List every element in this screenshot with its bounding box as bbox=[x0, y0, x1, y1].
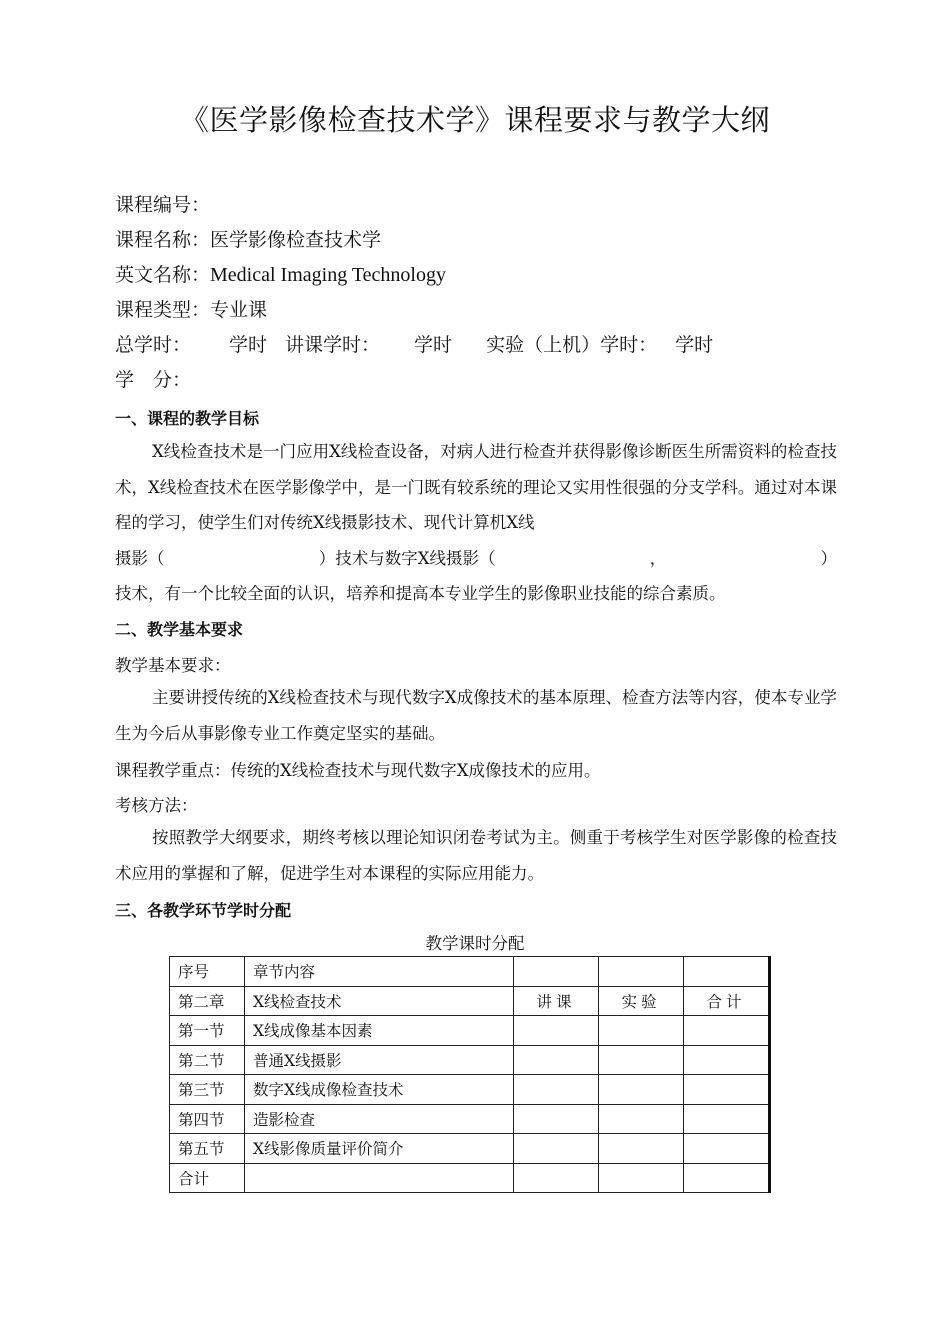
course-type-value: 专业课 bbox=[210, 299, 268, 321]
table-caption: 教学课时分配 bbox=[425, 934, 525, 953]
basic-requirements-text: 主要讲授传统的X线检查技术与现代数字X成像技术的基本原理、检查方法等内容，使本专业学生为今后从事影像专业工作奠定坚实的基础。 bbox=[115, 688, 837, 743]
table-cell bbox=[599, 1104, 684, 1134]
hours-allocation-table bbox=[169, 956, 771, 1193]
table-cell bbox=[514, 1045, 599, 1075]
course-type-label: 课程类型： bbox=[115, 299, 211, 321]
table-header-lecture: 讲课 bbox=[514, 986, 599, 1016]
table-header-lab: 实验 bbox=[599, 986, 684, 1016]
table-cell bbox=[684, 1075, 770, 1105]
table-cell bbox=[684, 1163, 770, 1193]
table-cell: 造影检查 bbox=[245, 1104, 514, 1134]
table-row bbox=[170, 957, 770, 987]
section-1-paragraph-b: 技术，有一个比较全面的认识，培养和提高本专业学生的影像职业技能的综合素质。 bbox=[115, 584, 726, 603]
table-cell: 序号 bbox=[170, 957, 245, 987]
table-cell bbox=[514, 957, 599, 987]
section-1-paragraph-a: X线检查技术是一门应用X线检查设备，对病人进行检查并获得影像诊断医生所需资料的检查技术，X线检查技术在医学影像学中，是一门既有较系统的理论又实用性很强的分支学科。通过对本课程的学习，使学生们对传统X线摄影技术、现代计算机X线 bbox=[115, 442, 837, 532]
table-row bbox=[170, 1016, 770, 1046]
total-hours-label: 总学时： bbox=[115, 334, 192, 356]
table-cell: 数字X线成像检查技术 bbox=[245, 1075, 514, 1105]
table-cell: 章节内容 bbox=[245, 957, 514, 987]
table-row bbox=[170, 1163, 770, 1193]
table-cell bbox=[514, 1163, 599, 1193]
table-cell bbox=[599, 1075, 684, 1105]
table-cell bbox=[684, 957, 770, 987]
table-cell bbox=[599, 1016, 684, 1046]
table-cell: 第五节 bbox=[170, 1134, 245, 1164]
course-code-line bbox=[115, 190, 210, 217]
table-cell bbox=[684, 1016, 770, 1046]
english-name-label: 英文名称： bbox=[115, 264, 211, 286]
lecture-hours-label: 讲课学时： bbox=[285, 334, 381, 356]
teaching-focus-text: 课程教学重点：传统的X线检查技术与现代数字X成像技术的应用。 bbox=[115, 761, 601, 780]
table-cell: 普通X线摄影 bbox=[245, 1045, 514, 1075]
table-cell: 第四节 bbox=[170, 1104, 245, 1134]
blank-line-part-1: 摄影（ bbox=[115, 549, 165, 568]
course-type-line bbox=[115, 295, 267, 322]
table-header-total: 合计 bbox=[684, 986, 770, 1016]
table-cell bbox=[599, 957, 684, 987]
course-code-label: 课程编号： bbox=[115, 194, 211, 216]
document-title: 《医学影像检查技术学》课程要求与教学大纲 bbox=[179, 103, 770, 137]
table-cell bbox=[514, 1016, 599, 1046]
table-cell: 第二节 bbox=[170, 1045, 245, 1075]
table-row bbox=[170, 1045, 770, 1075]
table-cell bbox=[599, 1134, 684, 1164]
course-name-value: 医学影像检查技术学 bbox=[210, 229, 382, 251]
table-row bbox=[170, 1075, 770, 1105]
table-cell bbox=[514, 1134, 599, 1164]
english-name-line bbox=[115, 260, 446, 287]
blank-line-part-3: ， bbox=[649, 549, 667, 568]
course-name-line bbox=[115, 225, 381, 252]
hours-line bbox=[115, 330, 713, 357]
table-cell: X线成像基本因素 bbox=[245, 1016, 514, 1046]
table-row bbox=[170, 986, 770, 1016]
table-cell: 第一节 bbox=[170, 1016, 245, 1046]
table-cell bbox=[684, 1104, 770, 1134]
blank-line-part-4: ） bbox=[820, 549, 837, 568]
english-name-value: Medical Imaging Technology bbox=[210, 264, 446, 286]
lecture-hours-unit: 学时 bbox=[414, 334, 453, 356]
table-cell: 合计 bbox=[170, 1163, 245, 1193]
credits-line bbox=[115, 365, 191, 392]
table-cell bbox=[599, 1045, 684, 1075]
section-1-blank-line bbox=[115, 545, 837, 569]
table-cell bbox=[514, 1104, 599, 1134]
table-cell: X线影像质量评价简介 bbox=[245, 1134, 514, 1164]
table-cell bbox=[599, 1163, 684, 1193]
credits-label: 学 分： bbox=[115, 369, 192, 391]
table-cell: 第二章 bbox=[170, 986, 245, 1016]
table-cell bbox=[684, 1045, 770, 1075]
lab-hours-label: 实验（上机）学时： bbox=[486, 334, 658, 356]
table-cell bbox=[684, 1134, 770, 1164]
table-cell: 第三节 bbox=[170, 1075, 245, 1105]
exam-method-label: 考核方法： bbox=[115, 796, 198, 815]
table-cell bbox=[245, 1163, 514, 1193]
basic-requirements-label: 教学基本要求： bbox=[115, 656, 231, 675]
section-2-heading: 二、教学基本要求 bbox=[115, 620, 244, 639]
table-row bbox=[170, 1134, 770, 1164]
exam-method-text: 按照教学大纲要求，期终考核以理论知识闭卷考试为主。侧重于考核学生对医学影像的检查技术应用的掌握和了解，促进学生对本课程的实际应用能力。 bbox=[115, 828, 837, 883]
blank-line-part-2: ）技术与数字X线摄影（ bbox=[318, 549, 496, 568]
table-cell bbox=[514, 1075, 599, 1105]
table-row bbox=[170, 1104, 770, 1134]
section-1-heading: 一、课程的教学目标 bbox=[115, 409, 260, 428]
total-hours-unit: 学时 bbox=[229, 334, 268, 356]
course-name-label: 课程名称： bbox=[115, 229, 211, 251]
table-cell: X线检查技术 bbox=[245, 986, 514, 1016]
section-3-heading: 三、各教学环节学时分配 bbox=[115, 901, 292, 920]
lab-hours-unit: 学时 bbox=[675, 334, 714, 356]
